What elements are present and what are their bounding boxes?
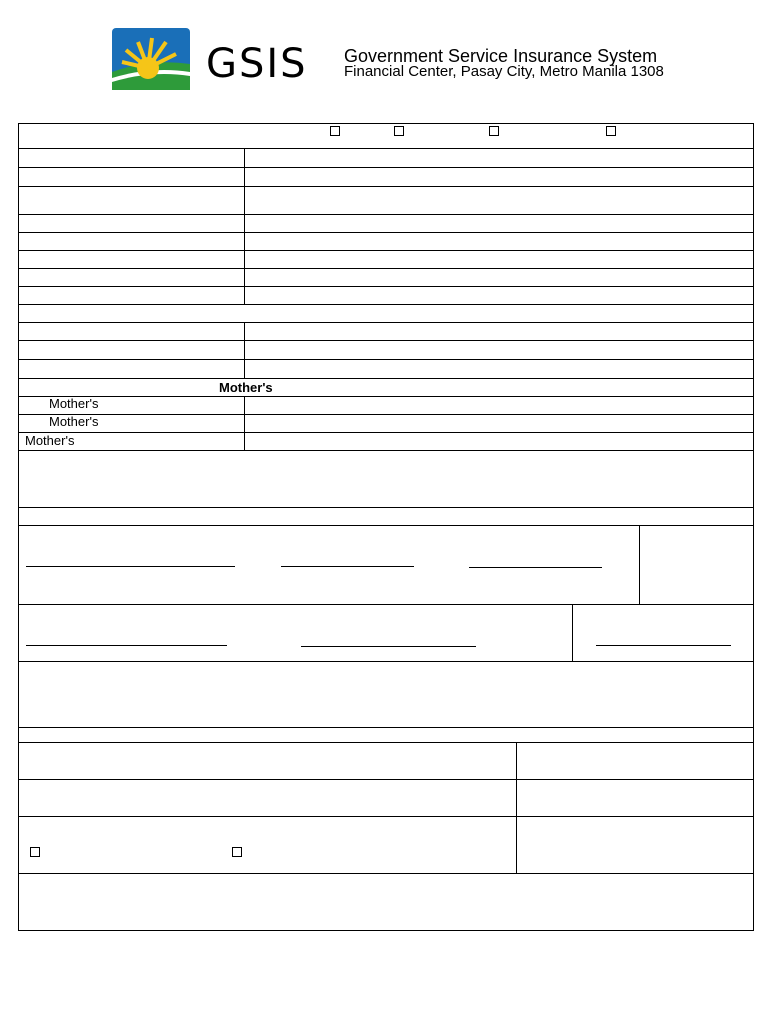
label-divider xyxy=(244,396,245,450)
label-divider xyxy=(244,148,245,304)
lower-divider xyxy=(516,742,517,873)
row-line xyxy=(18,450,754,451)
row-line xyxy=(18,378,754,379)
row-line xyxy=(18,604,754,605)
form-type-checkbox-1[interactable] xyxy=(330,126,340,136)
org-name: Government Service Insurance System xyxy=(344,46,658,66)
row-line xyxy=(18,414,754,415)
mother-label-2: Mother's xyxy=(49,414,99,429)
row-line xyxy=(18,322,754,323)
brand-wordmark: GSIS xyxy=(206,41,308,87)
row-line xyxy=(18,359,754,360)
row-line xyxy=(18,268,754,269)
row-line xyxy=(18,396,754,397)
row-line xyxy=(18,250,754,251)
row-line xyxy=(18,727,754,728)
row-line xyxy=(18,232,754,233)
form-type-checkbox-4[interactable] xyxy=(606,126,616,136)
row-line xyxy=(18,816,754,817)
row-line xyxy=(18,507,754,508)
signature-line-4[interactable] xyxy=(26,645,227,646)
row-line xyxy=(18,742,754,743)
row-line xyxy=(18,661,754,662)
row-line xyxy=(18,167,754,168)
form-border xyxy=(18,123,754,931)
form-type-checkbox-2[interactable] xyxy=(394,126,404,136)
mother-heading: Mother's xyxy=(219,380,273,395)
lower-checkbox-1[interactable] xyxy=(30,847,40,857)
row-line xyxy=(18,186,754,187)
signature-line-6[interactable] xyxy=(596,645,731,646)
row-line xyxy=(18,148,754,149)
signature-line-2[interactable] xyxy=(281,566,414,567)
gsis-logo xyxy=(112,28,190,90)
mother-label-1: Mother's xyxy=(49,396,99,411)
row-line xyxy=(18,873,754,874)
signature-line-3[interactable] xyxy=(469,567,602,568)
signature-line-1[interactable] xyxy=(26,566,235,567)
signature-divider xyxy=(572,604,573,661)
label-divider xyxy=(244,322,245,378)
lower-checkbox-2[interactable] xyxy=(232,847,242,857)
row-line xyxy=(18,779,754,780)
signature-divider xyxy=(639,525,640,604)
org-address: Financial Center, Pasay City, Metro Manila 1308 xyxy=(344,63,664,80)
row-line xyxy=(18,432,754,433)
row-line xyxy=(18,304,754,305)
row-line xyxy=(18,340,754,341)
signature-line-5[interactable] xyxy=(301,646,476,647)
row-line xyxy=(18,525,754,526)
row-line xyxy=(18,286,754,287)
row-line xyxy=(18,214,754,215)
mother-label-3: Mother's xyxy=(25,433,75,448)
form-type-checkbox-3[interactable] xyxy=(489,126,499,136)
